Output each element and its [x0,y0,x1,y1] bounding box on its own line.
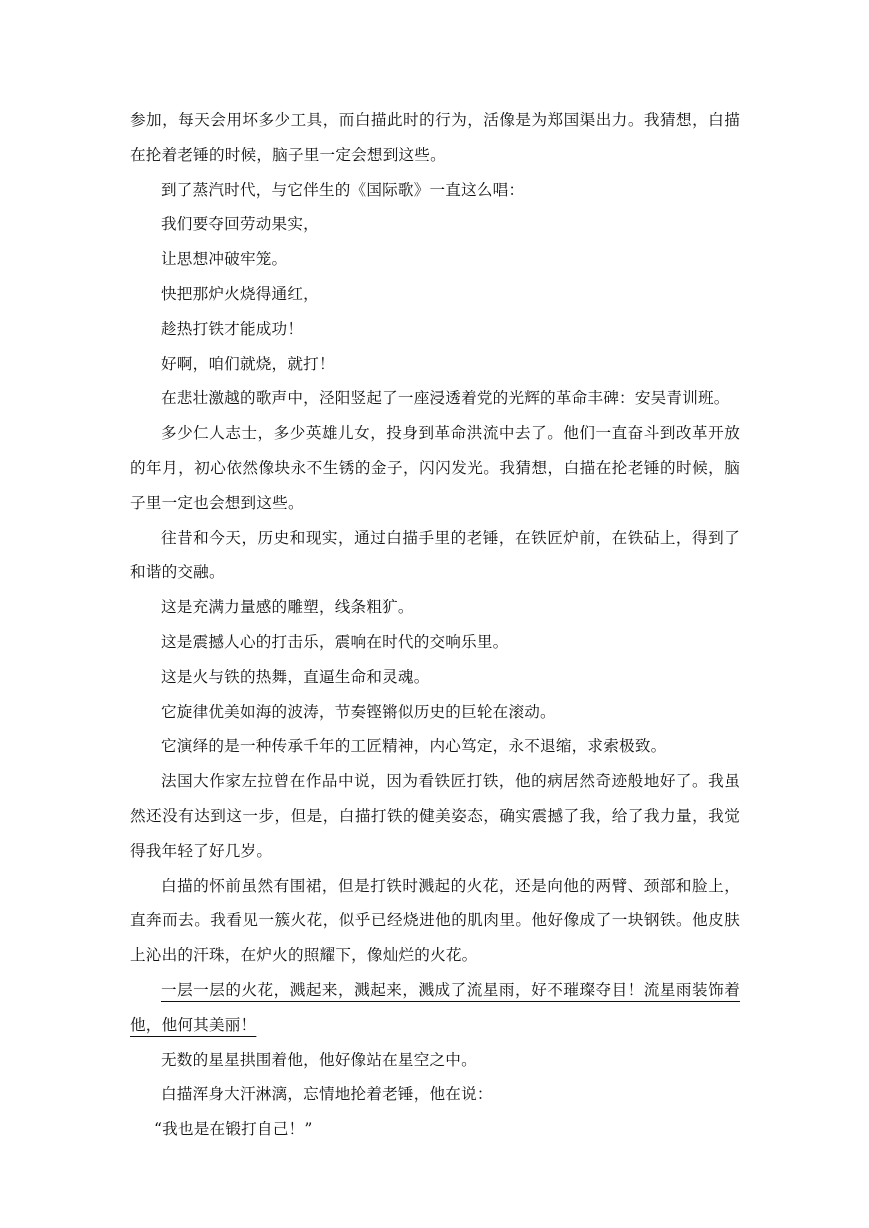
underlined-text: 一层一层的火花，溅起来，溅起来，溅成了流星雨，好不璀璨夺目！流星雨装饰着他，他何其美丽！ [130,980,740,1034]
paragraph-1: 参加，每天会用坏多少工具，而白描此时的行为，活像是为郑国渠出力。我猜想，白描在抡着老锤的时候，脑子里一定会想到这些。 [130,111,740,164]
paragraph-15: 白描浑身大汗淋漓，忘情地抡着老锤，他在说： [161,1085,493,1104]
lyric-line-4: 趁热打铁才能成功！ [161,319,304,338]
paragraph-2: 到了蒸汽时代，与它伴生的《国际歌》一直这么唱： [161,180,525,199]
closing-quote: “我也是在锻打自己！” [154,1120,313,1139]
lyric-line-3: 快把那炉火烧得通红， [161,284,319,303]
paragraph-6: 往昔和今天，历史和现实，通过白描手里的老锤，在铁匠炉前，在铁砧上，得到了和谐的交融。 [130,528,740,582]
paragraph-8: 这是震撼人心的打击乐，震响在时代的交响乐里。 [161,632,509,651]
paragraph-9: 这是火与铁的热舞，直逼生命和灵魂。 [161,667,430,686]
lyric-line-1: 我们要夺回劳动果实， [161,215,319,234]
paragraph-5: 多少仁人志士，多少英雄儿女，投身到革命洪流中去了。他们一直奋斗到改革开放的年月，初心依然像块永不生锈的金子，闪闪发光。我猜想，白描在抡老锤的时候，脑子里一定也会想到这些。 [130,424,740,512]
paragraph-14: 无数的星星拱围着他，他好像站在星空之中。 [161,1050,477,1069]
paragraph-13: 白描的怀前虽然有围裙，但是打铁时溅起的火花，还是向他的两臂、颈部和脸上，直奔而去。我看见一簇火花，似乎已经烧进他的肌肉里。他好像成了一块钢铁。他皮肤上沁出的汗珠，在炉火的照耀下，像灿烂的火花。 [130,876,740,965]
paragraph-10: 它旋律优美如海的波涛，节奏铿锵似历史的巨轮在滚动。 [161,702,556,721]
underlined-paragraph [130,973,740,1043]
paragraph-4: 在悲壮激越的歌声中，泾阳竖起了一座浸透着党的光辉的革命丰碑：安吴青训班。 [161,389,730,408]
paragraph-12: 法国大作家左拉曾在作品中说，因为看铁匠打铁，他的病居然奇迹般地好了。我虽然还没有达到这一步，但是，白描打铁的健美姿态，确实震撼了我，给了我力量，我觉得我年轻了好几岁。 [130,772,740,860]
document-body [130,103,740,1147]
lyric-line-2: 让思想冲破牢笼。 [161,250,288,269]
paragraph-7: 这是充满力量感的雕塑，线条粗犷。 [161,598,414,617]
paragraph-11: 它演绎的是一种传承千年的工匠精神，内心笃定，永不退缩，求索极致。 [161,737,667,756]
paragraph-3: 好啊，咱们就烧，就打！ [161,354,335,373]
